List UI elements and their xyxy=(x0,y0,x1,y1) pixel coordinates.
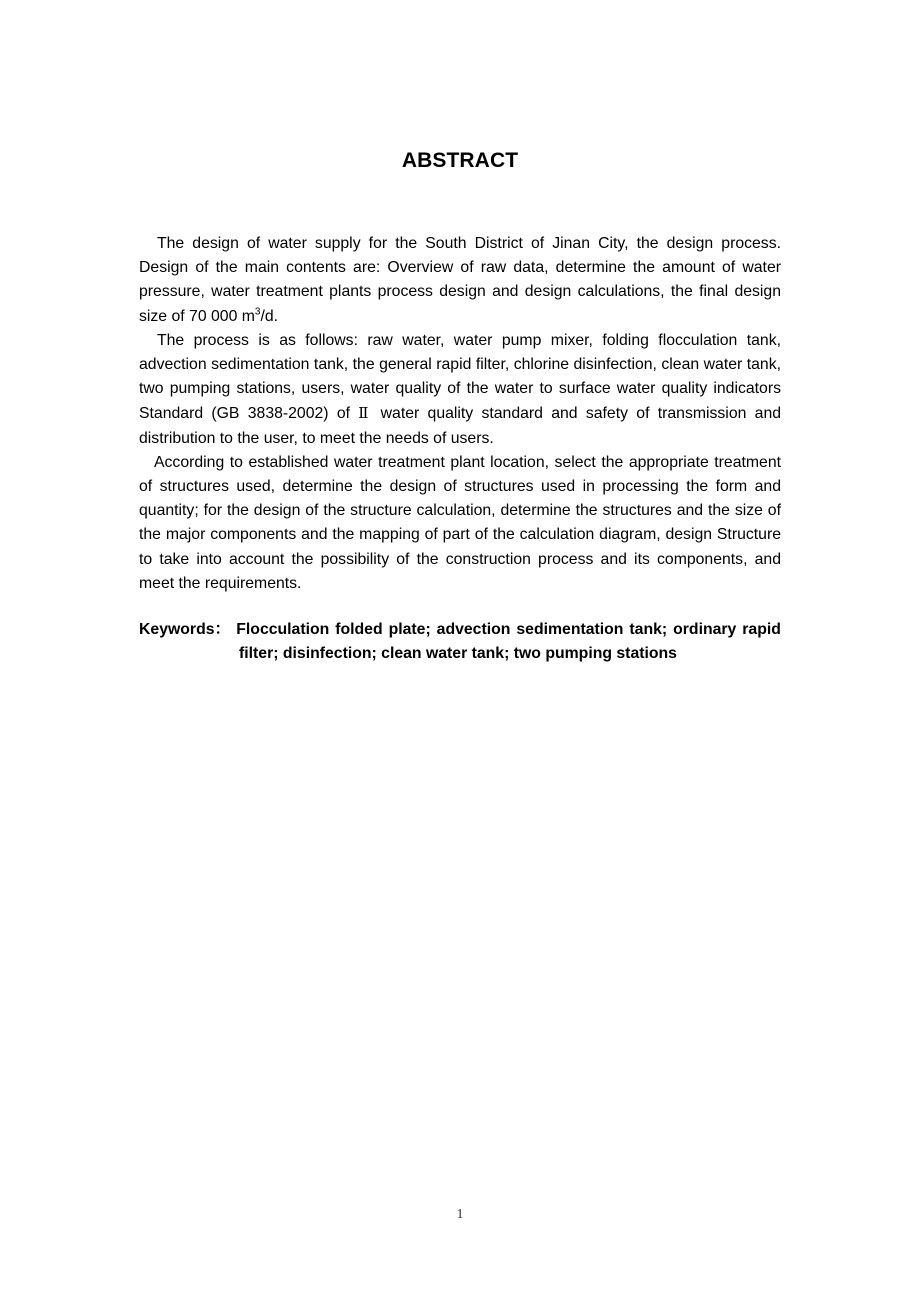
keyword-word: ordinary xyxy=(673,621,737,638)
keyword-word: advection xyxy=(436,621,511,638)
superscript-exponent: 3 xyxy=(254,306,261,318)
keywords-line-2: filter; disinfection; clean water tank; two pumping stations xyxy=(239,645,677,663)
keywords-block xyxy=(139,618,781,666)
keyword-word: rapid xyxy=(742,621,781,638)
paragraph-2-text: The process is as follows: raw water, water pump mixer, folding flocculation tank, advection sedimentation tank, the general rapid filter, chlorine disinfection, clean water tank, two pumping stations, users, water quality of the water to surface water quality indicators Standard (GB 3838-2002) of xyxy=(139,331,781,423)
abstract-paragraph-1 xyxy=(139,232,781,329)
abstract-body xyxy=(139,232,781,596)
roman-numeral-grade: Ⅱ xyxy=(358,404,373,423)
keyword-word: sedimentation xyxy=(516,621,624,638)
keywords-line-1 xyxy=(139,618,781,642)
paragraph-1-text: The design of water supply for the South District of Jinan City, the design process. Design of the main contents are: Overview of raw data, determine the amount of water pressure, water treatment plants process design and design calculations, the final design size of 70 000 m xyxy=(139,235,781,325)
keyword-word: plate; xyxy=(388,621,431,638)
abstract-paragraph-2 xyxy=(139,329,781,451)
paragraph-2-text-end: water quality standard and safety of transmission and distribution to the user, to meet the needs of users. xyxy=(139,405,782,447)
page-number: 1 xyxy=(456,1207,464,1222)
keyword-word: Flocculation xyxy=(236,621,330,638)
keyword-word: folded xyxy=(335,621,383,638)
keywords-label: Keywords： xyxy=(139,621,231,638)
paragraph-1-unit: /d. xyxy=(260,307,279,325)
abstract-title: ABSTRACT xyxy=(401,149,519,172)
abstract-paragraph-3: According to established water treatment plant location, select the appropriate treatment of structures used, determine the design of structures used in processing the form and quantity; for the design of the structure calculation, determine the structures and the size of the major components and the mapping of part of the calculation diagram, design Structure to take into account the possibility of the construction process and its components, and meet the requirements. xyxy=(139,453,781,592)
keyword-word: tank; xyxy=(629,621,668,638)
